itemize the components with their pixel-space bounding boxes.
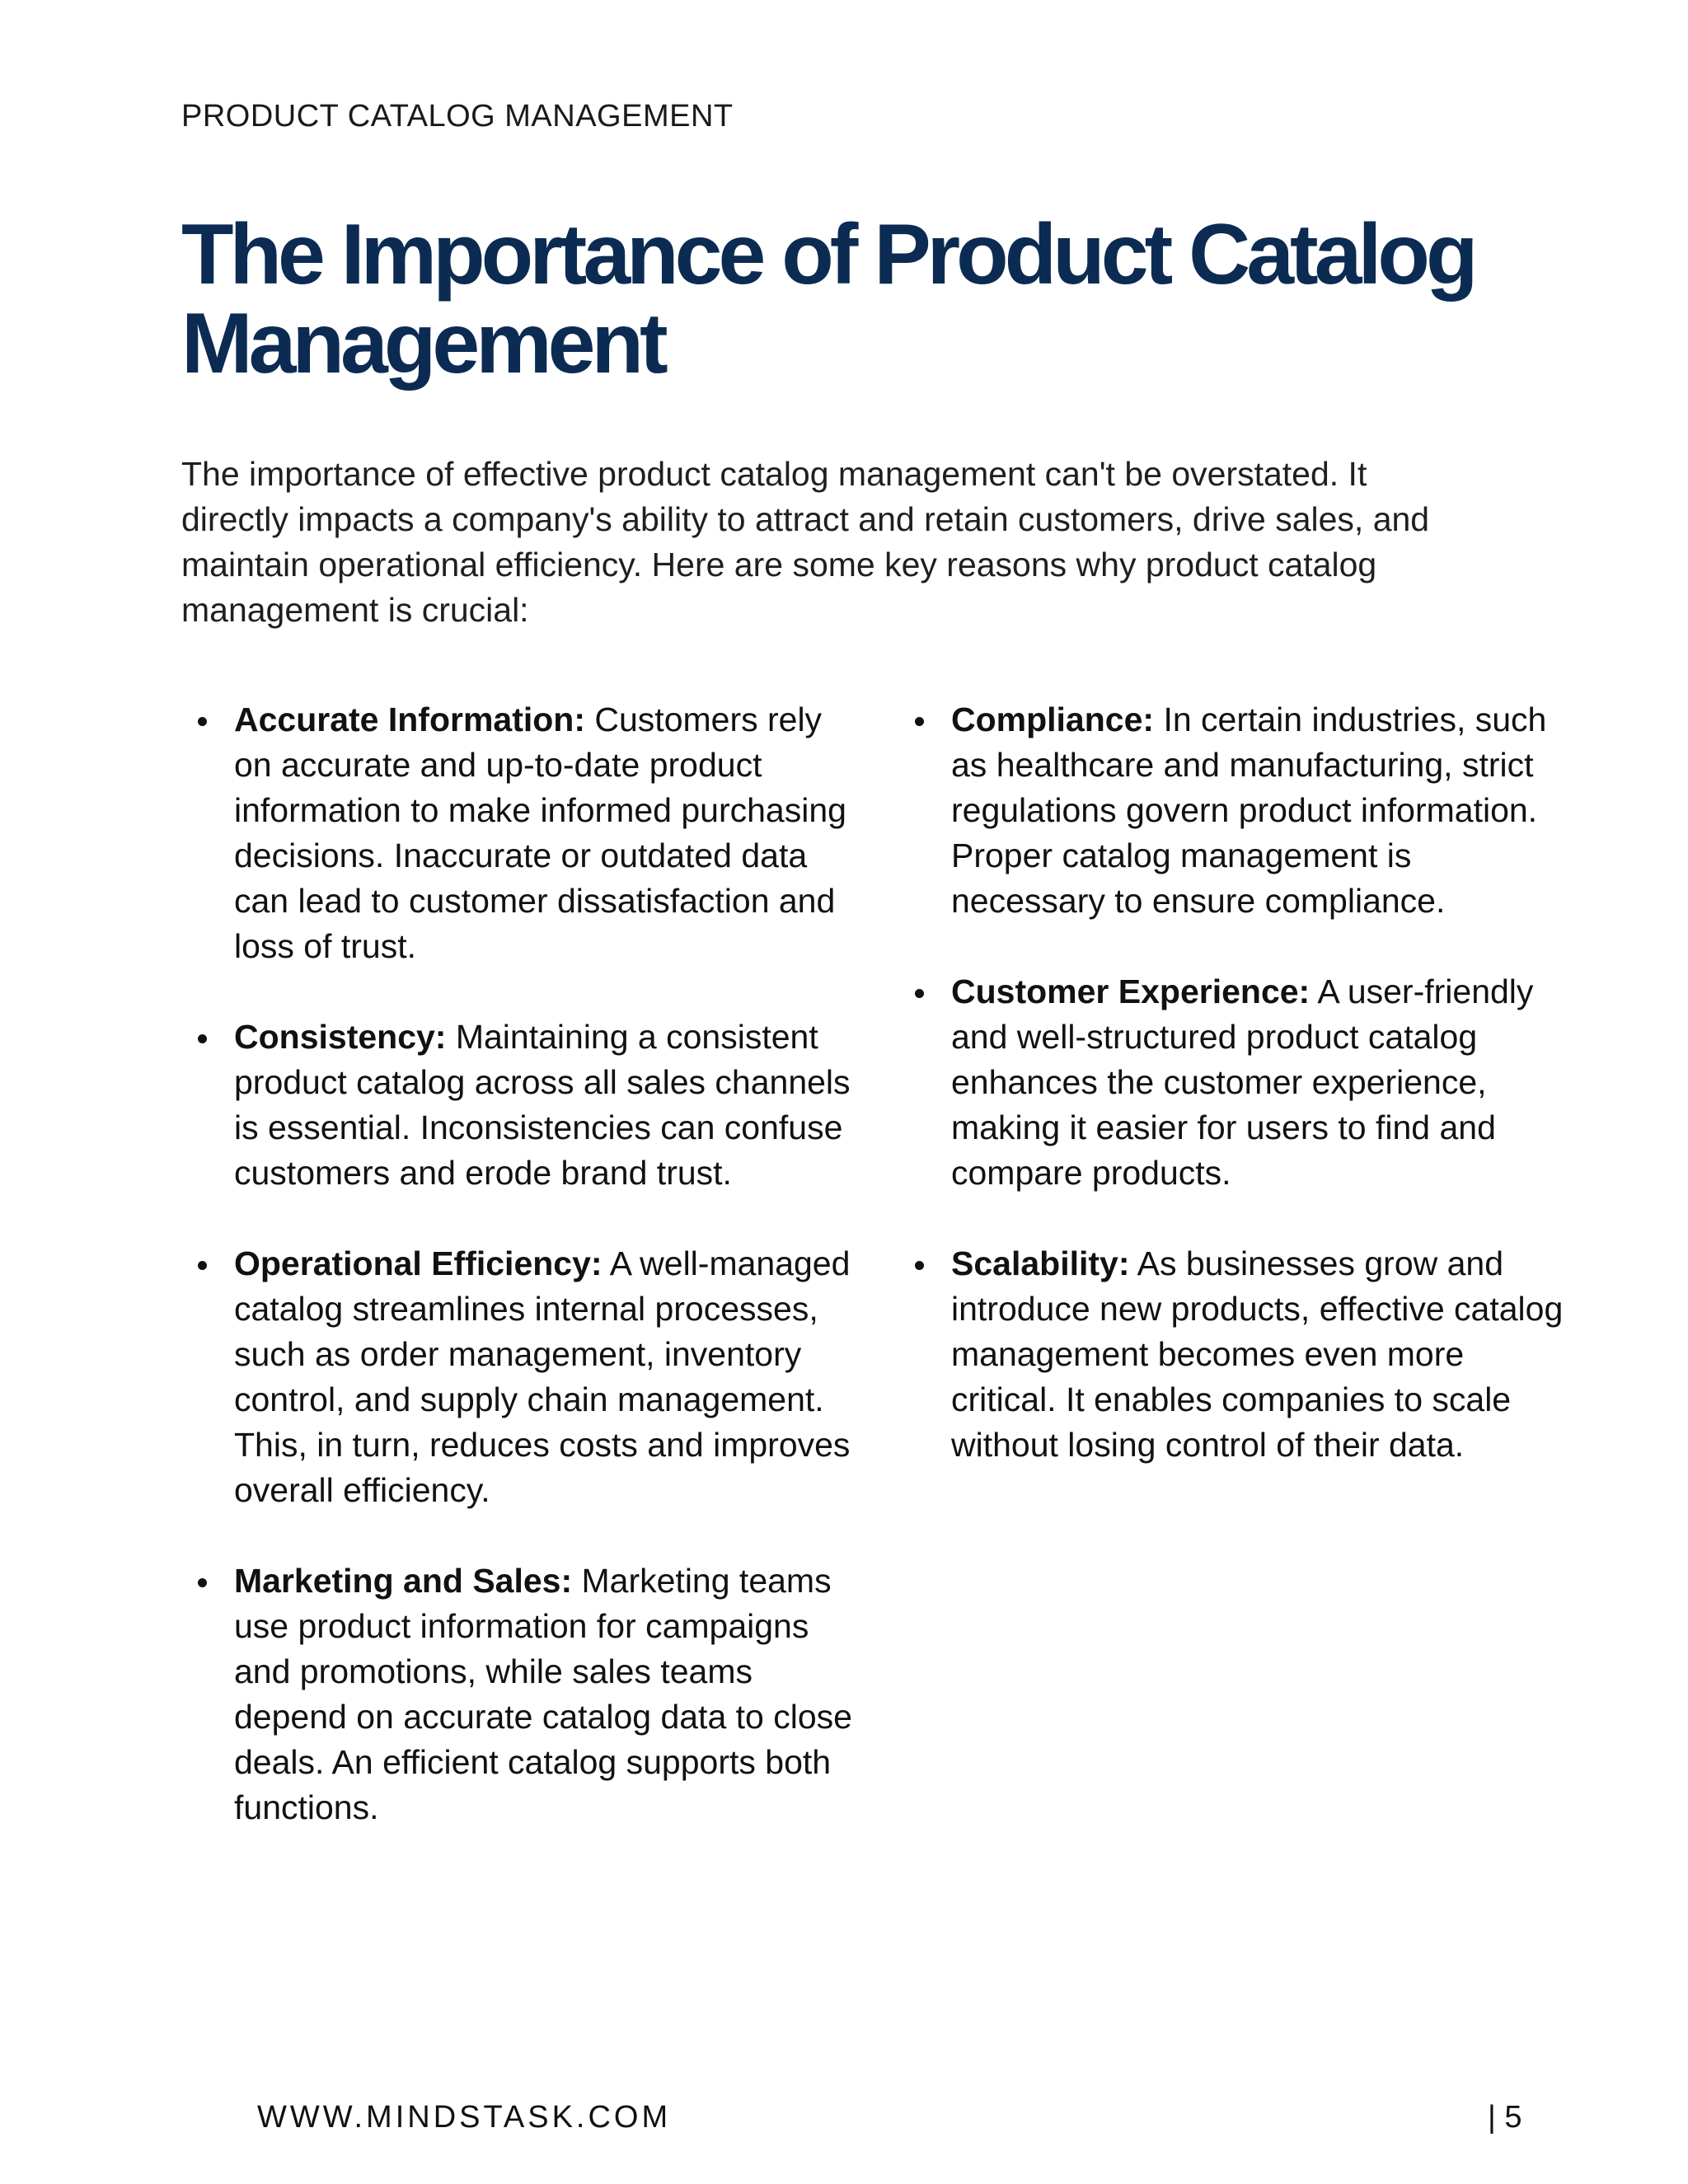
intro-paragraph: The importance of effective product catalog management can't be overstated. It directly impacts a company's ability to attract and retain customers, drive sales, and maintain operational efficiency. Here are some key reasons why product catalog management is crucial: bbox=[181, 455, 1430, 629]
item-text: Customers rely on accurate and up-to-date product information to make informed purchasing decisions. Inaccurate or outdated data can lead to customer dissatisfaction and loss of trust. bbox=[234, 701, 846, 965]
item-term: Consistency: bbox=[234, 1018, 447, 1056]
list-item bbox=[198, 1015, 857, 1196]
header-label: PRODUCT CATALOG MANAGEMENT bbox=[181, 99, 734, 134]
item-text: A well-managed catalog streamlines internal processes, such as order management, inventory control, and supply chain management. This, in turn, reduces costs and improves overall efficiency. bbox=[234, 1244, 851, 1509]
list-item bbox=[198, 697, 857, 969]
item-text: In certain industries, such as healthcare and manufacturing, strict regulations govern product information. Proper catalog management is necessary to ensure compliance. bbox=[951, 701, 1547, 920]
right-bullet-list bbox=[915, 697, 1574, 1513]
bullet-icon bbox=[915, 717, 924, 726]
list-item bbox=[915, 969, 1574, 1196]
list-item bbox=[915, 1241, 1574, 1468]
list-item bbox=[198, 1241, 857, 1513]
item-text: As businesses grow and introduce new products, effective catalog management becomes even more critical. It enables companies to scale without losing control of their data. bbox=[951, 1244, 1564, 1464]
bullet-icon bbox=[915, 989, 924, 998]
list-item bbox=[198, 1558, 857, 1830]
item-term: Customer Experience: bbox=[951, 972, 1311, 1010]
bullet-icon bbox=[915, 1261, 924, 1270]
page-title: The Importance of Product Catalog Management bbox=[181, 207, 1475, 391]
item-term: Marketing and Sales: bbox=[234, 1562, 573, 1600]
item-text: A user-friendly and well-structured product catalog enhances the customer experience, making it easier for users to find and compare products. bbox=[951, 972, 1534, 1192]
bullet-icon bbox=[198, 1034, 207, 1043]
left-bullet-list bbox=[198, 697, 857, 1876]
page-number: | 5 bbox=[1488, 2100, 1522, 2135]
item-text: Maintaining a consistent product catalog across all sales channels is essential. Inconsistencies can confuse customers and erode brand trust. bbox=[234, 1018, 851, 1192]
footer-url: WWW.MINDSTASK.COM bbox=[257, 2100, 672, 2135]
bullet-icon bbox=[198, 717, 207, 726]
bullet-icon bbox=[198, 1578, 207, 1587]
item-term: Operational Efficiency: bbox=[234, 1244, 603, 1282]
bullet-icon bbox=[198, 1261, 207, 1270]
item-term: Compliance: bbox=[951, 701, 1155, 738]
item-term: Scalability: bbox=[951, 1244, 1130, 1282]
item-term: Accurate Information: bbox=[234, 701, 585, 738]
item-text: Marketing teams use product information for campaigns and promotions, while sales teams depend on accurate catalog data to close deals. An efficient catalog supports both functions. bbox=[234, 1562, 852, 1826]
list-item bbox=[915, 697, 1574, 924]
